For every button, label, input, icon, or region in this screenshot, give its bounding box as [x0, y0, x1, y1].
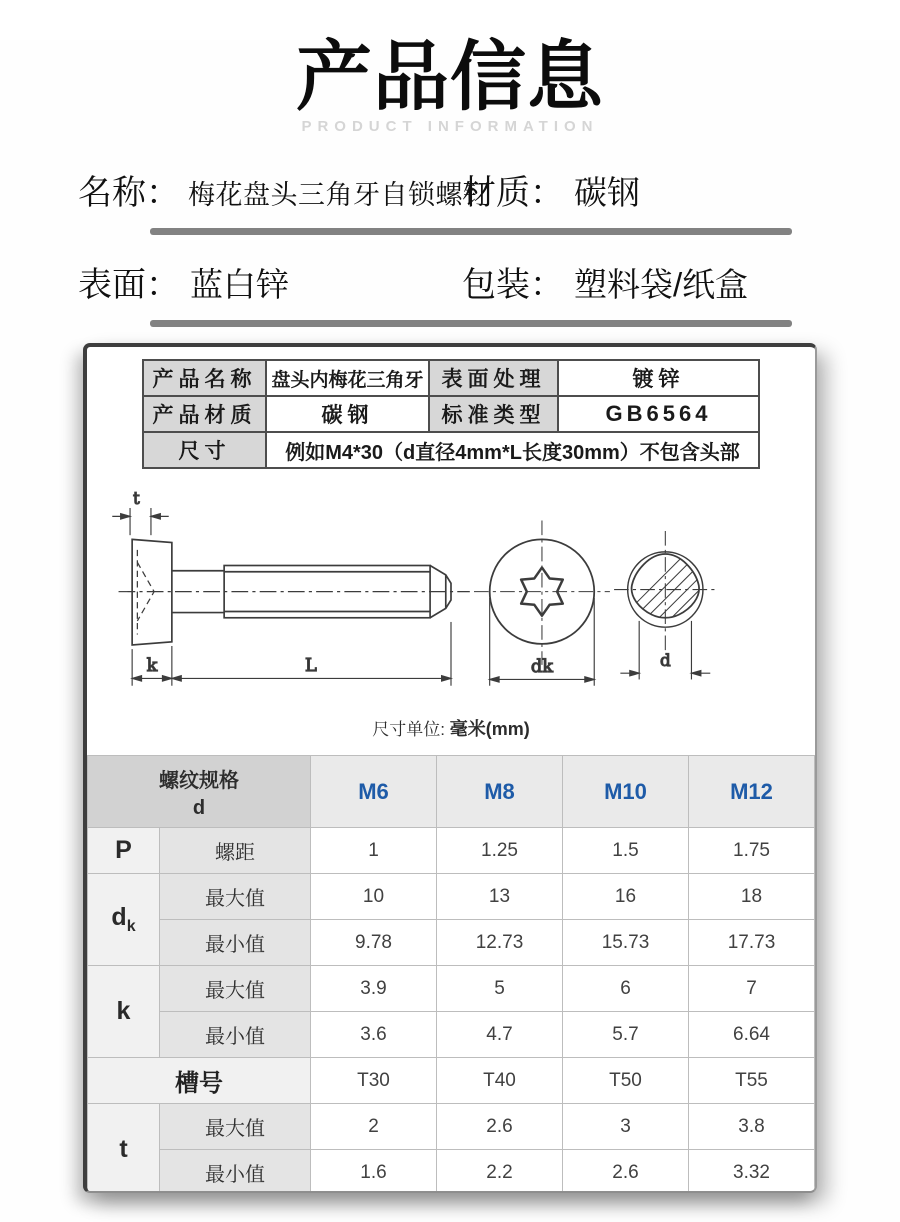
row-symbol-P: P: [88, 828, 160, 874]
dim-label-d: d: [659, 649, 671, 670]
page-subtitle: PRODUCT INFORMATION: [301, 118, 599, 135]
spec-value-product-name: 盘头内梅花三角牙: [266, 360, 429, 396]
product-card: [83, 343, 817, 1193]
dim-label-dk: dk: [530, 657, 554, 678]
material-field: [462, 165, 846, 214]
product-spec-table: [142, 359, 760, 469]
material-value: 碳钢: [574, 174, 640, 211]
table-row: [88, 828, 815, 874]
product-info-page: [0, 35, 900, 1222]
row-symbol-dk: $d_k$: [88, 874, 160, 966]
material-label: 材质：: [462, 174, 564, 212]
cell-value: 4.7: [437, 1012, 563, 1058]
unit-caption: [87, 715, 815, 741]
cell-value: 12.73: [437, 920, 563, 966]
surface-label: 表面：: [78, 266, 180, 304]
unit-prefix: 尺寸单位:: [372, 720, 450, 739]
dim-label-L: L: [305, 656, 317, 677]
surface-field: [78, 257, 462, 306]
name-value: 梅花盘头三角牙自锁螺钉: [188, 180, 491, 210]
row-sublabel: 最大值: [160, 1104, 311, 1150]
cell-value: 2.6: [437, 1104, 563, 1150]
package-field: [462, 257, 846, 306]
row-sublabel: 最小值: [160, 1150, 311, 1194]
cell-value: 7: [689, 966, 815, 1012]
row-symbol-slot: 槽号: [88, 1058, 311, 1104]
cell-value: T50: [563, 1058, 689, 1104]
cell-value: 13: [437, 874, 563, 920]
cell-value: 1: [311, 828, 437, 874]
table-row: [88, 966, 815, 1012]
row-symbol-k: k: [88, 966, 160, 1058]
cell-value: 1.25: [437, 828, 563, 874]
dimension-t: [112, 488, 168, 535]
cell-value: 10: [311, 874, 437, 920]
thread-spec-header: [88, 756, 311, 828]
cell-value: 2.2: [437, 1150, 563, 1194]
row-sublabel: 最小值: [160, 920, 311, 966]
spec-label-product-name: 产品名称: [143, 360, 266, 396]
cell-value: 1.5: [563, 828, 689, 874]
screw-front-view: [474, 521, 610, 665]
cell-value: 3.32: [689, 1150, 815, 1194]
cell-value: 3.9: [311, 966, 437, 1012]
spec-label-surface: 表面处理: [429, 360, 558, 396]
row-sublabel: 最大值: [160, 874, 311, 920]
dim-label-t: t: [132, 487, 140, 508]
unit-value: 毫米(mm): [449, 719, 530, 739]
divider-1: [150, 228, 792, 235]
info-section: [0, 165, 900, 327]
row-symbol-t: t: [88, 1104, 160, 1194]
package-value: 塑料袋/纸盒: [574, 266, 749, 303]
row-sublabel: 最大值: [160, 966, 311, 1012]
col-header-m10: M10: [563, 756, 689, 828]
package-label: 包装：: [462, 266, 564, 304]
table-row: [143, 396, 759, 432]
thread-spec-label: 螺纹规格: [159, 769, 239, 792]
info-row-1: [78, 165, 846, 214]
cell-value: T55: [689, 1058, 815, 1104]
table-row: [143, 360, 759, 396]
name-field: [78, 165, 491, 214]
spec-value-material: 碳钢: [266, 396, 429, 432]
info-row-2: [78, 257, 846, 306]
cell-value: 3.6: [311, 1012, 437, 1058]
cell-value: 3.8: [689, 1104, 815, 1150]
cell-value: 6: [563, 966, 689, 1012]
cell-value: 5.7: [563, 1012, 689, 1058]
table-row: [143, 432, 759, 468]
divider-2: [150, 320, 792, 327]
table-row: [88, 1104, 815, 1150]
spec-label-standard: 标准类型: [429, 396, 558, 432]
col-header-m8: M8: [437, 756, 563, 828]
spec-value-standard: GB6564: [558, 396, 759, 432]
cell-value: 2.6: [563, 1150, 689, 1194]
spec-value-surface: 镀锌: [558, 360, 759, 396]
cell-value: 5: [437, 966, 563, 1012]
dim-label-k: k: [146, 656, 158, 677]
cell-value: 17.73: [689, 920, 815, 966]
table-row: [88, 874, 815, 920]
spec-label-material: 产品材质: [143, 396, 266, 432]
cell-value: 18: [689, 874, 815, 920]
name-label: 名称：: [78, 174, 180, 212]
spec-label-size: 尺寸: [143, 432, 266, 468]
surface-value: 蓝白锌: [190, 266, 289, 303]
thread-spec-sub: d: [192, 796, 206, 819]
cell-value: 2: [311, 1104, 437, 1150]
screw-technical-drawing: [105, 485, 797, 715]
spec-value-size: 例如M4*30（d直径4mm*L长度30mm）不包含头部: [266, 432, 759, 468]
cell-value: 1.6: [311, 1150, 437, 1194]
row-sublabel: 螺距: [160, 828, 311, 874]
cell-value: 15.73: [563, 920, 689, 966]
row-sublabel: 最小值: [160, 1012, 311, 1058]
cell-value: 1.75: [689, 828, 815, 874]
table-row: [88, 920, 815, 966]
cell-value: 6.64: [689, 1012, 815, 1058]
col-header-m6: M6: [311, 756, 437, 828]
cell-value: 3: [563, 1104, 689, 1150]
screw-side-view: [119, 539, 470, 645]
table-row: [88, 1058, 815, 1104]
col-header-m12: M12: [689, 756, 815, 828]
thread-cross-section: [608, 531, 744, 650]
table-row: [88, 1012, 815, 1058]
size-table: [87, 755, 815, 1193]
table-header-row: [88, 756, 815, 828]
cell-value: T40: [437, 1058, 563, 1104]
cell-value: T30: [311, 1058, 437, 1104]
page-title: 产品信息: [296, 35, 604, 120]
dimension-k-L: [132, 622, 451, 686]
cell-value: 16: [563, 874, 689, 920]
table-row: [88, 1150, 815, 1194]
cell-value: 9.78: [311, 920, 437, 966]
